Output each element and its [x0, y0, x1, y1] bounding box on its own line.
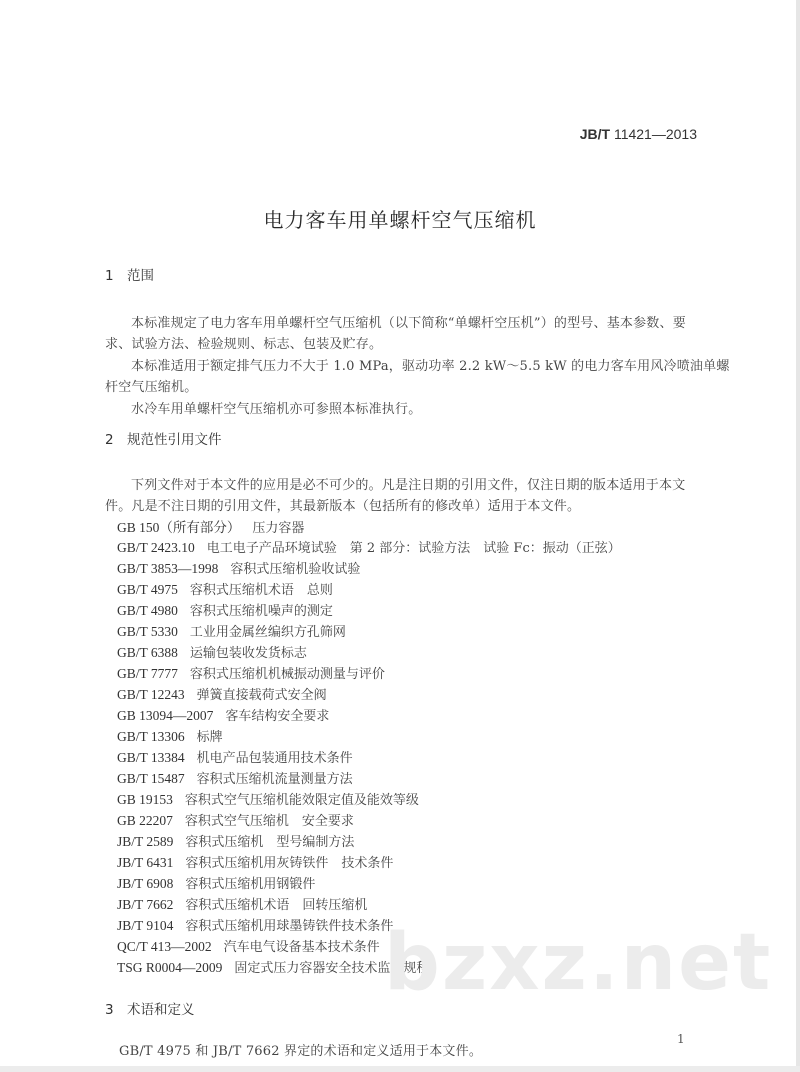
reference-item — [117, 768, 353, 787]
page-edge-right — [796, 0, 800, 1068]
reference-code: GB 150（所有部分） — [117, 520, 241, 535]
section-2-heading — [105, 428, 222, 448]
reference-title: 容积式压缩机机械振动测量与评价 — [189, 667, 385, 682]
reference-code: GB/T 12243 — [117, 687, 185, 702]
section-title: 规范性引用文件 — [127, 432, 222, 448]
reference-code: GB/T 5330 — [117, 624, 178, 639]
reference-code: GB/T 7777 — [117, 666, 178, 681]
reference-code: GB/T 6388 — [117, 645, 178, 660]
section-1-heading — [105, 264, 154, 284]
reference-item — [117, 516, 304, 536]
reference-item — [117, 873, 315, 892]
reference-item — [117, 936, 380, 955]
paragraph-line: 水冷车用单螺杆空气压缩机亦可参照本标准执行。 — [131, 402, 422, 417]
reference-code: JB/T 6431 — [117, 855, 174, 870]
section-number: 1 — [105, 268, 114, 284]
reference-code: JB/T 6908 — [117, 876, 174, 891]
reference-title: 汽车电气设备基本技术条件 — [223, 940, 380, 955]
reference-item — [117, 726, 223, 745]
reference-title: 容积式空气压缩机能效限定值及能效等级 — [184, 793, 419, 808]
reference-title: 容积式压缩机用钢锻件 — [185, 877, 316, 892]
reference-item — [117, 810, 354, 829]
reference-code: GB 13094—2007 — [117, 708, 214, 723]
reference-title: 容积式压缩机 型号编制方法 — [185, 835, 355, 850]
paragraph-line: 下列文件对于本文件的应用是必不可少的。凡是注日期的引用文件，仅注日期的版本适用于本文 — [131, 478, 686, 493]
reference-code: GB 22207 — [117, 813, 173, 828]
reference-code: GB/T 2423.10 — [117, 540, 195, 555]
paragraph-line: 求、试验方法、检验规则、标志、包装及贮存。 — [105, 337, 383, 352]
reference-code: GB/T 13384 — [117, 750, 185, 765]
reference-item — [117, 537, 621, 556]
reference-item — [117, 957, 429, 976]
reference-code: GB/T 3853—1998 — [117, 561, 219, 576]
reference-code: GB/T 13306 — [117, 729, 185, 744]
section-number: 2 — [105, 432, 114, 448]
reference-title: 固定式压力容器安全技术监察规程 — [234, 961, 430, 976]
paragraph-line: 本标准规定了电力客车用单螺杆空气压缩机（以下简称“单螺杆空压机”）的型号、基本参数、要 — [131, 316, 686, 331]
reference-item — [117, 558, 360, 577]
page-edge-bottom — [0, 1066, 800, 1072]
watermark: bzxz.net — [384, 918, 773, 1008]
reference-title: 压力容器 — [252, 521, 305, 536]
reference-title: 容积式压缩机用灰铸铁件 技术条件 — [185, 856, 394, 871]
reference-title: 机电产品包装通用技术条件 — [196, 751, 353, 766]
reference-code: GB/T 4975 — [117, 582, 178, 597]
reference-item — [117, 663, 385, 682]
reference-item — [117, 831, 354, 850]
section-title: 范围 — [127, 268, 154, 284]
section-title: 术语和定义 — [127, 1002, 195, 1018]
standard-code — [0, 126, 697, 142]
document-title: 电力客车用单螺杆空气压缩机 — [263, 208, 537, 232]
reference-code: GB/T 4980 — [117, 603, 178, 618]
reference-item — [117, 684, 327, 703]
paragraph-line: 件。凡是不注日期的引用文件，其最新版本（包括所有的修改单）适用于本文件。 — [105, 499, 581, 514]
paragraph-line: GB/T 4975 和 JB/T 7662 界定的术语和定义适用于本文件。 — [119, 1044, 483, 1059]
reference-item — [117, 915, 393, 934]
reference-code: TSG R0004—2009 — [117, 960, 223, 975]
paragraph-line: 杆空气压缩机。 — [105, 380, 198, 395]
page-number: 1 — [677, 1032, 685, 1046]
section-3-heading — [105, 998, 195, 1018]
reference-title: 工业用金属丝编织方孔筛网 — [189, 625, 346, 640]
reference-title: 容积式压缩机术语 回转压缩机 — [185, 898, 368, 913]
reference-code: JB/T 9104 — [117, 918, 174, 933]
reference-title: 容积式压缩机术语 总则 — [189, 583, 333, 598]
section-number: 3 — [105, 1002, 114, 1018]
reference-title: 容积式压缩机噪声的测定 — [189, 604, 333, 619]
reference-item — [117, 600, 333, 619]
standard-number: 11421—2013 — [613, 126, 697, 142]
reference-code: GB 19153 — [117, 792, 173, 807]
reference-title: 容积式压缩机用球墨铸铁件技术条件 — [185, 919, 394, 934]
reference-item — [117, 642, 307, 661]
reference-item — [117, 894, 367, 913]
reference-title: 容积式空气压缩机 安全要求 — [184, 814, 354, 829]
reference-title: 运输包装收发货标志 — [189, 646, 307, 661]
reference-item — [117, 852, 393, 871]
reference-title: 客车结构安全要求 — [225, 709, 330, 724]
paragraph-line: 本标准适用于额定排气压力不大于 1.0 MPa，驱动功率 2.2 kW～5.5 kW 的电力客车用风冷喷油单螺 — [131, 359, 730, 374]
reference-code: GB/T 15487 — [117, 771, 185, 786]
reference-code: JB/T 7662 — [117, 897, 174, 912]
reference-title: 容积式压缩机流量测量方法 — [196, 772, 353, 787]
reference-item — [117, 579, 333, 598]
reference-code: JB/T 2589 — [117, 834, 174, 849]
reference-title: 容积式压缩机验收试验 — [230, 562, 361, 577]
reference-title: 标牌 — [196, 730, 223, 745]
reference-title: 弹簧直接载荷式安全阀 — [196, 688, 327, 703]
reference-code: QC/T 413—2002 — [117, 939, 212, 954]
reference-item — [117, 621, 346, 640]
reference-item — [117, 747, 353, 766]
standard-prefix: JB/T — [579, 126, 611, 142]
reference-title: 电工电子产品环境试验 第 2 部分：试验方法 试验 Fc：振动（正弦） — [206, 541, 621, 556]
reference-item — [117, 789, 419, 808]
reference-item — [117, 705, 329, 724]
